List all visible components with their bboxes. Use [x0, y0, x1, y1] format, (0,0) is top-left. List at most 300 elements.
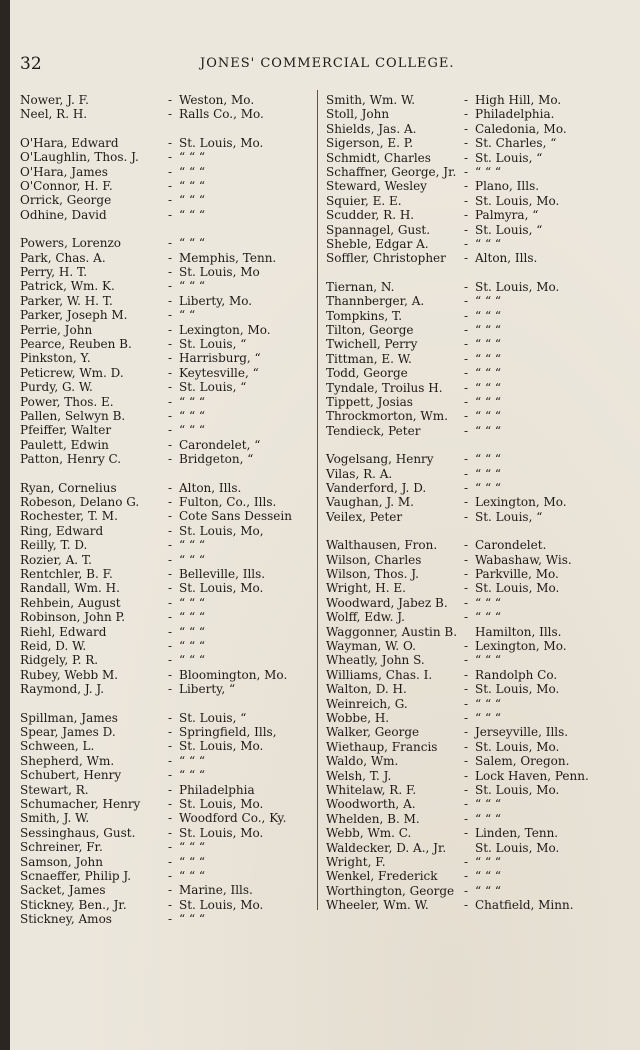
residence: St. Louis, Mo.: [179, 797, 264, 811]
student-name: Ryan, Cornelius: [20, 480, 117, 495]
residence: “ “ “: [475, 409, 502, 424]
student-name: Throckmorton, Wm.: [326, 409, 448, 424]
student-name: Ridgely, P. R.: [20, 653, 99, 668]
student-name: Rentchler, B. F.: [20, 567, 113, 581]
student-name: Tendieck, Peter: [326, 423, 421, 438]
entry-dash: -: [168, 595, 173, 610]
student-name: Park, Chas. A.: [20, 250, 106, 265]
entry-dash: -: [464, 107, 469, 122]
entry-dash: -: [168, 552, 173, 567]
entry-dash: -: [168, 523, 173, 538]
student-name: Patrick, Wm. K.: [20, 279, 115, 294]
residence: Bridgeton, “: [179, 452, 254, 467]
student-name: Rehbein, August: [20, 595, 121, 610]
student-name: Robinson, John P.: [20, 610, 126, 625]
student-name: Sacket, James: [20, 883, 106, 898]
residence: St. Louis, Mo.: [475, 840, 560, 855]
entry-dash: -: [464, 452, 469, 467]
entry-dash: -: [464, 193, 469, 208]
entry-dash: -: [464, 279, 469, 294]
student-name: Wilson, Thos. J.: [326, 567, 419, 581]
residence: Cote Sans Dessein: [179, 509, 292, 524]
entry-dash: -: [464, 682, 469, 697]
entry-dash: -: [168, 624, 173, 639]
residence: “ “ “: [179, 193, 206, 208]
student-name: O'Hara, James: [20, 164, 108, 179]
entry-dash: -: [464, 696, 469, 711]
entry-dash: -: [464, 409, 469, 424]
entry-dash: -: [168, 308, 173, 323]
student-name: O'Connor, H. F.: [20, 179, 113, 193]
residence: Linden, Tenn.: [475, 826, 559, 841]
student-name: Pfeiffer, Walter: [20, 423, 112, 438]
student-name: Webb, Wm. C.: [326, 826, 412, 841]
student-name: Tippett, Josias: [326, 395, 413, 409]
entry-dash: -: [464, 323, 469, 337]
student-name: Steward, Wesley: [326, 179, 427, 194]
entry-dash: -: [168, 653, 173, 668]
student-name: Waggonner, Austin B.: [326, 624, 458, 639]
student-name: Whitelaw, R. F.: [326, 783, 417, 797]
residence: “ “ “: [179, 624, 206, 639]
residence: “ “ “: [475, 696, 502, 711]
student-name: Wobbe, H.: [326, 711, 390, 725]
entry-dash: -: [168, 739, 173, 754]
residence: “ “ “: [475, 308, 502, 323]
entry-dash: -: [168, 437, 173, 452]
student-name: Power, Thos. E.: [20, 394, 114, 409]
student-name: Purdy, G. W.: [20, 380, 93, 395]
residence: “ “ “: [179, 164, 206, 179]
residence: Caledonia, Mo.: [475, 121, 567, 136]
entry-dash: -: [168, 135, 173, 150]
residence: Liberty, “: [179, 682, 236, 697]
entry-dash: -: [168, 753, 173, 768]
entry-dash: -: [168, 725, 173, 739]
student-name: Shields, Jas. A.: [326, 121, 417, 136]
residence: “ “ “: [475, 337, 502, 352]
entry-dash: -: [464, 768, 469, 783]
student-name: Wright, H. E.: [326, 581, 406, 596]
student-name: Rochester, T. M.: [20, 509, 118, 524]
entry-dash: -: [464, 136, 469, 151]
entry-dash: -: [168, 883, 173, 898]
student-name: Scnaeffer, Philip J.: [20, 869, 132, 883]
entry-dash: -: [464, 711, 469, 725]
residence: Memphis, Tenn.: [179, 250, 277, 265]
residence: “ “ “: [475, 165, 502, 179]
residence: “ “ “: [475, 855, 502, 869]
student-name: Schaffner, George, Jr.: [326, 165, 457, 179]
entry-dash: -: [168, 93, 173, 107]
entry-dash: -: [168, 797, 173, 811]
student-name: Spillman, James: [20, 710, 118, 725]
residence: Hamilton, Ills.: [475, 624, 562, 639]
student-name: Smith, J. W.: [20, 811, 90, 826]
residence: “ “ “: [475, 423, 502, 438]
student-name: Wheatly, John S.: [326, 653, 425, 668]
residence: St. Louis, “: [179, 710, 247, 725]
student-name: Vanderford, J. D.: [326, 481, 427, 495]
residence: “ “ “: [475, 595, 502, 610]
residence: “ “ “: [475, 452, 502, 467]
student-name: Nower, J. F.: [20, 93, 89, 107]
student-name: Twichell, Perry: [326, 337, 418, 352]
student-name: Thannberger, A.: [326, 294, 425, 309]
student-name: Wenkel, Frederick: [326, 869, 438, 884]
student-name: Perry, H. T.: [20, 265, 88, 279]
student-name: Parker, Joseph M.: [20, 308, 128, 323]
entry-dash: -: [168, 351, 173, 366]
entry-dash: -: [464, 639, 469, 653]
student-name: Wayman, W. O.: [326, 639, 416, 653]
student-name: O'Laughlin, Thos. J.: [20, 150, 139, 165]
residence: “ “ “: [179, 394, 206, 409]
entry-dash: -: [168, 710, 173, 725]
residence: “ “ “: [475, 711, 502, 725]
entry-dash: -: [168, 164, 173, 179]
student-name: Squier, E. E.: [326, 193, 402, 208]
residence: Lexington, Mo.: [179, 322, 271, 337]
student-name: Shepherd, Wm.: [20, 753, 115, 768]
residence: “ “ “: [179, 538, 206, 553]
residence: “ “ “: [179, 912, 206, 927]
residence: “ “ “: [475, 237, 502, 251]
residence: “ “ “: [179, 869, 206, 883]
residence: St. Louis, Mo: [179, 265, 260, 279]
student-name: Wheeler, Wm. W.: [326, 898, 429, 913]
student-name: Smith, Wm. W.: [326, 93, 416, 107]
student-name: Walker, George: [326, 725, 420, 740]
residence: St. Louis, Mo.: [179, 135, 264, 150]
residence: St. Louis, Mo.: [179, 825, 264, 840]
student-name: Todd, George: [326, 366, 408, 381]
residence: “ “ “: [475, 811, 502, 826]
student-name: Schubert, Henry: [20, 768, 122, 783]
entry-dash: -: [168, 337, 173, 351]
entry-dash: -: [464, 826, 469, 841]
residence: “ “ “: [179, 854, 206, 869]
student-name: Vaughan, J. M.: [326, 495, 414, 510]
entry-dash: -: [168, 409, 173, 423]
residence: St. Louis, “: [179, 337, 247, 351]
student-name: Walthausen, Fron.: [326, 538, 438, 553]
residence: Alton, Ills.: [179, 480, 242, 495]
student-name: Tompkins, T.: [326, 308, 403, 323]
residence: “ “ “: [179, 840, 206, 855]
entry-dash: -: [168, 495, 173, 509]
student-name: Reilly, T. D.: [20, 538, 88, 553]
residence: Plano, Ills.: [475, 179, 540, 194]
student-name: Parker, W. H. T.: [20, 293, 113, 308]
entry-dash: -: [464, 222, 469, 237]
residence: “ “ “: [475, 610, 502, 625]
student-name: Stickney, Ben., Jr.: [20, 897, 127, 912]
running-title: JONES' COMMERCIAL COLLEGE.: [200, 56, 455, 71]
residence: St. Louis, Mo.: [475, 581, 560, 596]
residence: Woodford Co., Ky.: [179, 811, 287, 826]
entry-dash: -: [464, 538, 469, 553]
residence: St. Louis, “: [179, 380, 247, 395]
student-name: Orrick, George: [20, 193, 112, 208]
residence: Keytesville, “: [179, 365, 259, 380]
student-name: Stickney, Amos: [20, 912, 112, 927]
residence: “ “ “: [179, 595, 206, 610]
residence: St. Louis, “: [475, 150, 543, 165]
residence: “ “ “: [475, 323, 502, 337]
entry-dash: -: [464, 898, 469, 913]
entry-dash: -: [168, 107, 173, 122]
residence: “ “ “: [475, 395, 502, 409]
student-name: Stoll, John: [326, 107, 390, 122]
student-name: Tilton, George: [326, 323, 414, 337]
residence: Carondelet.: [475, 538, 547, 553]
student-name: Rozier, A. T.: [20, 552, 92, 567]
residence: St. Louis, Mo.: [179, 739, 264, 754]
residence: Philadelphia: [179, 782, 255, 797]
entry-dash: -: [464, 150, 469, 165]
residence: St. Louis, Mo.: [475, 739, 560, 754]
entry-dash: -: [464, 165, 469, 179]
entry-dash: -: [464, 610, 469, 625]
residence: “ “ “: [475, 653, 502, 668]
entry-dash: -: [464, 337, 469, 352]
entry-dash: -: [464, 395, 469, 409]
residence: Marine, Ills.: [179, 883, 253, 898]
entry-dash: -: [168, 639, 173, 653]
residence: Weston, Mo.: [179, 93, 255, 107]
entry-dash: -: [168, 179, 173, 193]
entry-dash: -: [168, 509, 173, 524]
student-name: Wiethaup, Francis: [326, 739, 438, 754]
entry-dash: -: [168, 394, 173, 409]
student-name: Schreiner, Fr.: [20, 840, 103, 855]
entry-dash: -: [168, 811, 173, 826]
residence: “ “ “: [475, 351, 502, 366]
student-name: Soffler, Christopher: [326, 251, 446, 266]
entry-dash: -: [464, 725, 469, 740]
student-name: Riehl, Edward: [20, 624, 107, 639]
residence: Philadelphia.: [475, 107, 555, 122]
student-name: Vilas, R. A.: [326, 466, 393, 481]
student-name: Veilex, Peter: [326, 509, 403, 524]
residence: Lexington, Mo.: [475, 495, 567, 510]
student-name: Worthington, George: [326, 883, 455, 898]
residence: Wabashaw, Wis.: [475, 552, 572, 567]
student-name: Vogelsang, Henry: [326, 452, 434, 467]
entry-dash: -: [464, 208, 469, 223]
entry-dash: -: [464, 797, 469, 812]
entry-dash: -: [464, 739, 469, 754]
residence: “ “ “: [179, 610, 206, 625]
residence: “ “ “: [179, 768, 206, 783]
entry-dash: -: [464, 754, 469, 769]
student-name: Pallen, Selwyn B.: [20, 409, 126, 423]
entry-dash: -: [464, 869, 469, 884]
student-name: Peticrew, Wm. D.: [20, 365, 124, 380]
entry-dash: -: [168, 293, 173, 308]
entry-dash: -: [464, 855, 469, 869]
entry-dash: -: [168, 193, 173, 208]
entry-dash: -: [464, 883, 469, 898]
residence: Chatfield, Minn.: [475, 898, 574, 913]
entry-dash: -: [464, 581, 469, 596]
residence: St. Louis, “: [475, 509, 543, 524]
entry-dash: -: [168, 682, 173, 697]
entry-dash: -: [168, 538, 173, 553]
entry-dash: -: [464, 366, 469, 381]
residence: Springfield, Ills,: [179, 725, 277, 739]
residence: “ “ “: [475, 466, 502, 481]
residence: St. Louis, “: [475, 222, 543, 237]
residence: “ “ “: [475, 481, 502, 495]
residence: “ “ “: [475, 294, 502, 309]
entry-dash: -: [464, 294, 469, 309]
entry-dash: -: [464, 653, 469, 668]
residence: Harrisburg, “: [179, 351, 261, 366]
student-name: Sigerson, E. P.: [326, 136, 414, 151]
student-name: Robeson, Delano G.: [20, 495, 140, 509]
student-name: Paulett, Edwin: [20, 437, 109, 452]
residence: “ “ “: [179, 653, 206, 668]
entry-dash: -: [464, 121, 469, 136]
entry-dash: -: [464, 509, 469, 524]
residence: St. Louis, Mo,: [179, 523, 264, 538]
residence: “ “ “: [475, 797, 502, 812]
entry-dash: -: [464, 552, 469, 567]
entry-dash: -: [464, 667, 469, 682]
student-name: Sessinghaus, Gust.: [20, 825, 136, 840]
residence: “ “ “: [179, 423, 206, 438]
entry-dash: -: [464, 567, 469, 581]
entry-dash: -: [464, 351, 469, 366]
student-name: Rubey, Webb M.: [20, 667, 119, 682]
residence: St. Charles, “: [475, 136, 557, 151]
student-name: Sheble, Edgar A.: [326, 237, 429, 251]
residence: High Hill, Mo.: [475, 93, 562, 107]
residence: “ “: [179, 308, 196, 323]
entry-dash: -: [168, 768, 173, 783]
document-page: [10, 0, 640, 1050]
student-name: Powers, Lorenzo: [20, 236, 122, 251]
entry-dash: -: [168, 452, 173, 467]
student-name: Walton, D. H.: [326, 682, 407, 697]
residence: Salem, Oregon.: [475, 754, 570, 769]
entry-dash: -: [168, 480, 173, 495]
student-name: Spannagel, Gust.: [326, 222, 431, 237]
residence: Fulton, Co., Ills.: [179, 495, 277, 509]
residence: “ “ “: [179, 150, 206, 165]
student-name: Schmidt, Charles: [326, 150, 431, 165]
residence: “ “ “: [179, 236, 206, 251]
column-divider: [317, 90, 318, 910]
student-name: Williams, Chas. I.: [326, 667, 433, 682]
student-name: Reid, D. W.: [20, 639, 87, 653]
entry-dash: -: [464, 179, 469, 194]
entry-dash: -: [464, 481, 469, 495]
residence: “ “ “: [179, 279, 206, 294]
entry-dash: -: [168, 236, 173, 251]
entry-dash: -: [464, 423, 469, 438]
residence: “ “ “: [475, 869, 502, 884]
student-name: Waldo, Wm.: [326, 754, 399, 769]
residence: “ “ “: [179, 639, 206, 653]
entry-dash: -: [168, 840, 173, 855]
residence: St. Louis, Mo.: [475, 279, 560, 294]
entry-dash: -: [464, 495, 469, 510]
student-name: Woodward, Jabez B.: [326, 595, 448, 610]
residence: Lexington, Mo.: [475, 639, 567, 653]
entry-dash: -: [464, 380, 469, 395]
student-name: Samson, John: [20, 854, 103, 869]
student-name: Stewart, R.: [20, 782, 89, 797]
entry-dash: -: [168, 150, 173, 165]
residence: Jerseyville, Ills.: [475, 725, 569, 740]
residence: “ “ “: [475, 380, 502, 395]
residence: St. Louis, Mo.: [475, 193, 560, 208]
residence: Lock Haven, Penn.: [475, 768, 589, 783]
residence: “ “ “: [179, 753, 206, 768]
entry-dash: -: [168, 250, 173, 265]
entry-dash: -: [464, 466, 469, 481]
residence: St. Louis, Mo.: [475, 783, 560, 797]
residence: Ralls Co., Mo.: [179, 107, 264, 122]
entry-dash: -: [168, 667, 173, 682]
entry-dash: -: [168, 825, 173, 840]
entry-dash: -: [464, 811, 469, 826]
student-name: Schumacher, Henry: [20, 797, 141, 811]
student-name: Wright, F.: [326, 855, 386, 869]
student-name: Waldecker, D. A., Jr.: [326, 840, 447, 855]
residence: Alton, Ills.: [475, 251, 538, 266]
residence: Bloomington, Mo.: [179, 667, 288, 682]
residence: St. Louis, Mo.: [179, 897, 264, 912]
student-name: Woodworth, A.: [326, 797, 416, 812]
student-name: O'Hara, Edward: [20, 135, 119, 150]
student-name: Neel, R. H.: [20, 107, 88, 122]
residence: St. Louis, Mo.: [475, 682, 560, 697]
entry-dash: -: [464, 93, 469, 107]
entry-dash: -: [464, 308, 469, 323]
student-name: Patton, Henry C.: [20, 452, 122, 467]
entry-dash: -: [168, 912, 173, 927]
entry-dash: -: [464, 783, 469, 797]
residence: Palmyra, “: [475, 208, 539, 223]
residence: Parkville, Mo.: [475, 567, 559, 581]
page-number: 32: [20, 54, 42, 74]
student-name: Ring, Edward: [20, 523, 104, 538]
student-name: Wolff, Edw. J.: [326, 610, 405, 625]
residence: “ “ “: [179, 207, 206, 222]
entry-dash: -: [168, 869, 173, 883]
entry-dash: -: [168, 265, 173, 279]
residence: Liberty, Mo.: [179, 293, 253, 308]
residence: St. Louis, Mo.: [179, 581, 264, 596]
student-name: Welsh, T. J.: [326, 768, 392, 783]
residence: “ “ “: [475, 366, 502, 381]
student-name: Scudder, R. H.: [326, 208, 415, 223]
entry-dash: -: [168, 897, 173, 912]
entry-dash: -: [168, 782, 173, 797]
student-name: Schween, L.: [20, 739, 95, 754]
entry-dash: -: [168, 207, 173, 222]
entry-dash: -: [168, 423, 173, 438]
entry-dash: -: [464, 595, 469, 610]
entry-dash: -: [464, 237, 469, 251]
residence: “ “ “: [179, 409, 206, 423]
residence: “ “ “: [179, 179, 206, 193]
student-name: Tittman, E. W.: [326, 351, 412, 366]
